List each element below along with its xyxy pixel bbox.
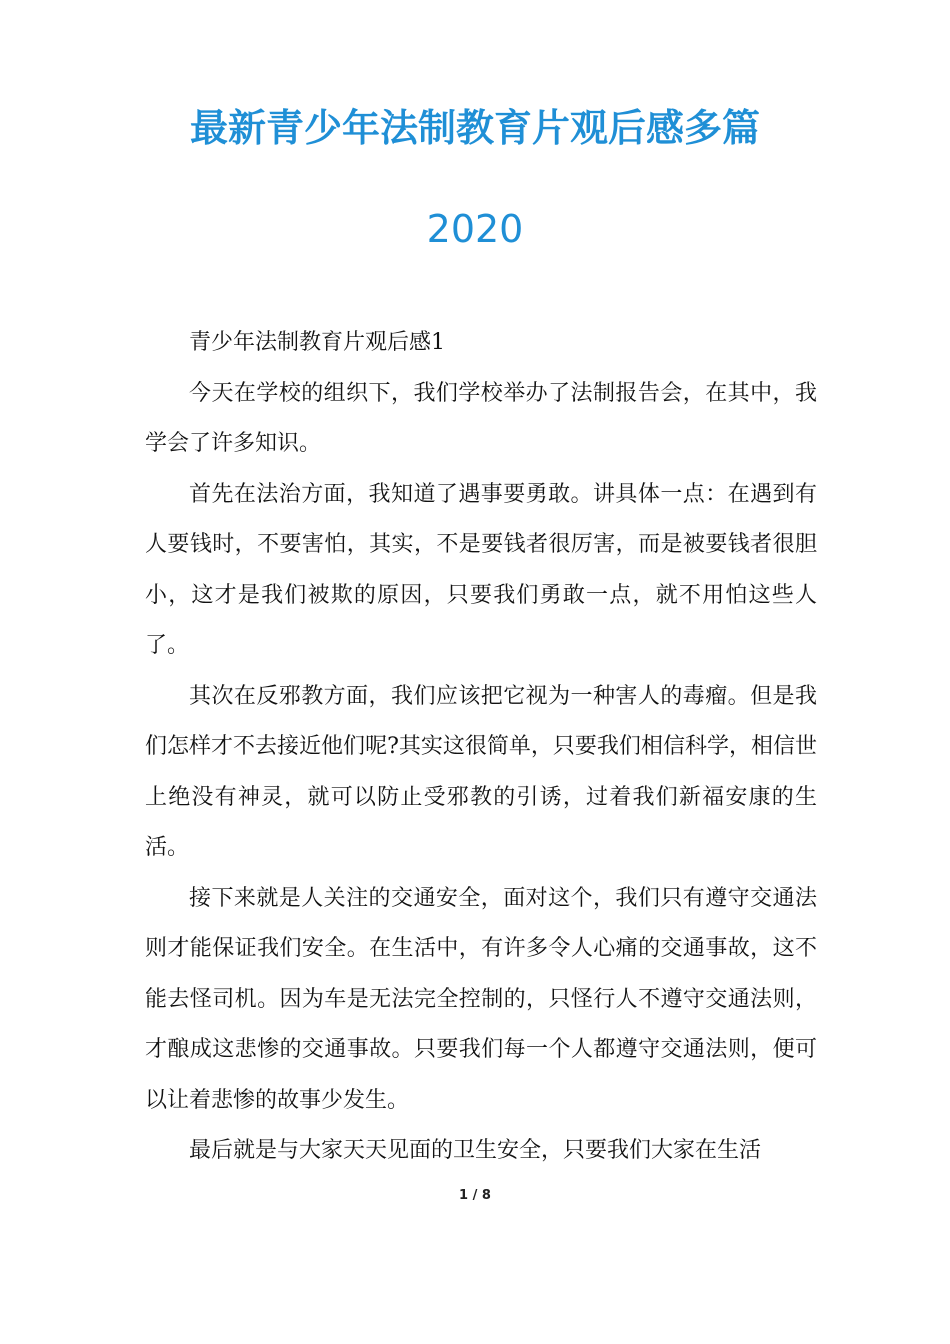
paragraph: 今天在学校的组织下，我们学校举办了法制报告会，在其中，我学会了许多知识。 (145, 380, 817, 456)
paragraph: 最后就是与大家天天见面的卫生安全，只要我们大家在生活 (189, 1138, 762, 1163)
document-title-year: 2020 (426, 207, 524, 251)
document-title: 最新青少年法制教育片观后感多篇 (189, 106, 760, 150)
paragraph: 首先在法治方面，我知道了遇事要勇敢。讲具体一点：在遇到有人要钱时，不要害怕，其实，不是要钱者很厉害，而是被要钱者很胆小，这才是我们被欺的原因，只要我们勇敢一点，就不用怕这些人了。 (145, 481, 817, 658)
paragraph: 其次在反邪教方面，我们应该把它视为一种害人的毒瘤。但是我们怎样才不去接近他们呢?其实这很简单，只要我们相信科学，相信世上绝没有神灵，就可以防止受邪教的引诱，过着我们新福安康的生活。 (145, 683, 817, 860)
paragraph: 接下来就是人关注的交通安全，面对这个，我们只有遵守交通法则才能保证我们安全。在生活中，有许多令人心痛的交通事故，这不能去怪司机。因为车是无法完全控制的，只怪行人不遵守交通法则，才酿成这悲惨的交通事故。只要我们每一个人都遵守交通法则，便可以让着悲惨的故事少发生。 (145, 885, 817, 1113)
document-body (145, 318, 817, 1177)
section-heading: 青少年法制教育片观后感1 (189, 330, 445, 355)
page-number: 1 / 8 (459, 1188, 491, 1203)
